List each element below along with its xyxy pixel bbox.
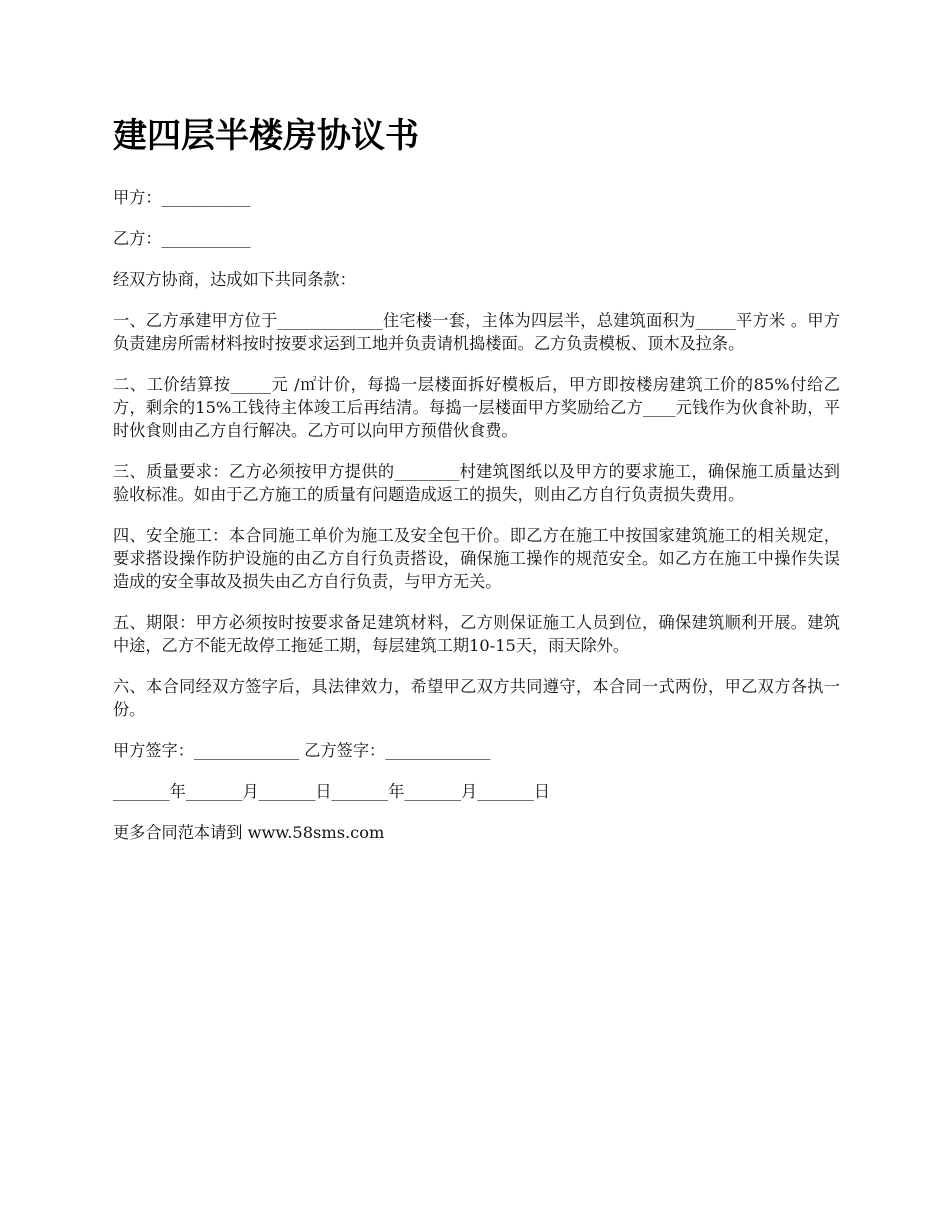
clause-4: 四、安全施工：本合同施工单价为施工及安全包干价。即乙方在施工中按国家建筑施工的相关规定，要求搭设操作防护设施的由乙方自行负责搭设，确保施工操作的规范安全。如乙方在施工中操作失误造成的安全事故及损失由乙方自行负责，与甲方无关。 <box>113 526 840 591</box>
clause-3: 三、质量要求：乙方必须按甲方提供的________村建筑图纸以及甲方的要求施工，确保施工质量达到验收标准。如由于乙方施工的质量有问题造成返工的损失，则由乙方自行负责损失费用。 <box>113 462 840 504</box>
signature-line: 甲方签字：_____________ 乙方签字：_____________ <box>113 741 491 760</box>
intro-paragraph: 经双方协商，达成如下共同条款： <box>113 270 356 289</box>
party-a-line: 甲方：___________ <box>113 188 251 207</box>
footer-note: 更多合同范本请到 www.58sms.com <box>113 823 385 842</box>
document-title: 建四层半楼房协议书 <box>113 116 419 156</box>
clause-6: 六、本合同经双方签字后，具法律效力，希望甲乙双方共同遵守，本合同一式两份，甲乙双方各执一份。 <box>113 677 840 719</box>
clause-1: 一、乙方承建甲方位于_____________住宅楼一套，主体为四层半，总建筑面积为_____平方米 。甲方负责建房所需材料按时按要求运到工地并负责请机捣楼面。乙方负责模板、顶木及拉条。 <box>113 311 840 353</box>
document-page <box>113 112 840 862</box>
clause-5: 五、期限：甲方必须按时按要求备足建筑材料，乙方则保证施工人员到位，确保建筑顺利开展。建筑中途，乙方不能无故停工拖延工期，每层建筑工期10-15天，雨天除外。 <box>113 613 840 655</box>
clause-2: 二、工价结算按_____元 /㎡计价，每捣一层楼面拆好模板后，甲方即按楼房建筑工价的85%付给乙方，剩余的15%工钱待主体竣工后再结清。每捣一层楼面甲方奖励给乙方____元钱作为伙食补助，平时伙食则由乙方自行解决。乙方可以向甲方预借伙食费。 <box>113 375 840 440</box>
date-line: _______年_______月_______日_______年_______月_______日 <box>113 782 551 801</box>
party-b-line: 乙方：___________ <box>113 229 251 248</box>
